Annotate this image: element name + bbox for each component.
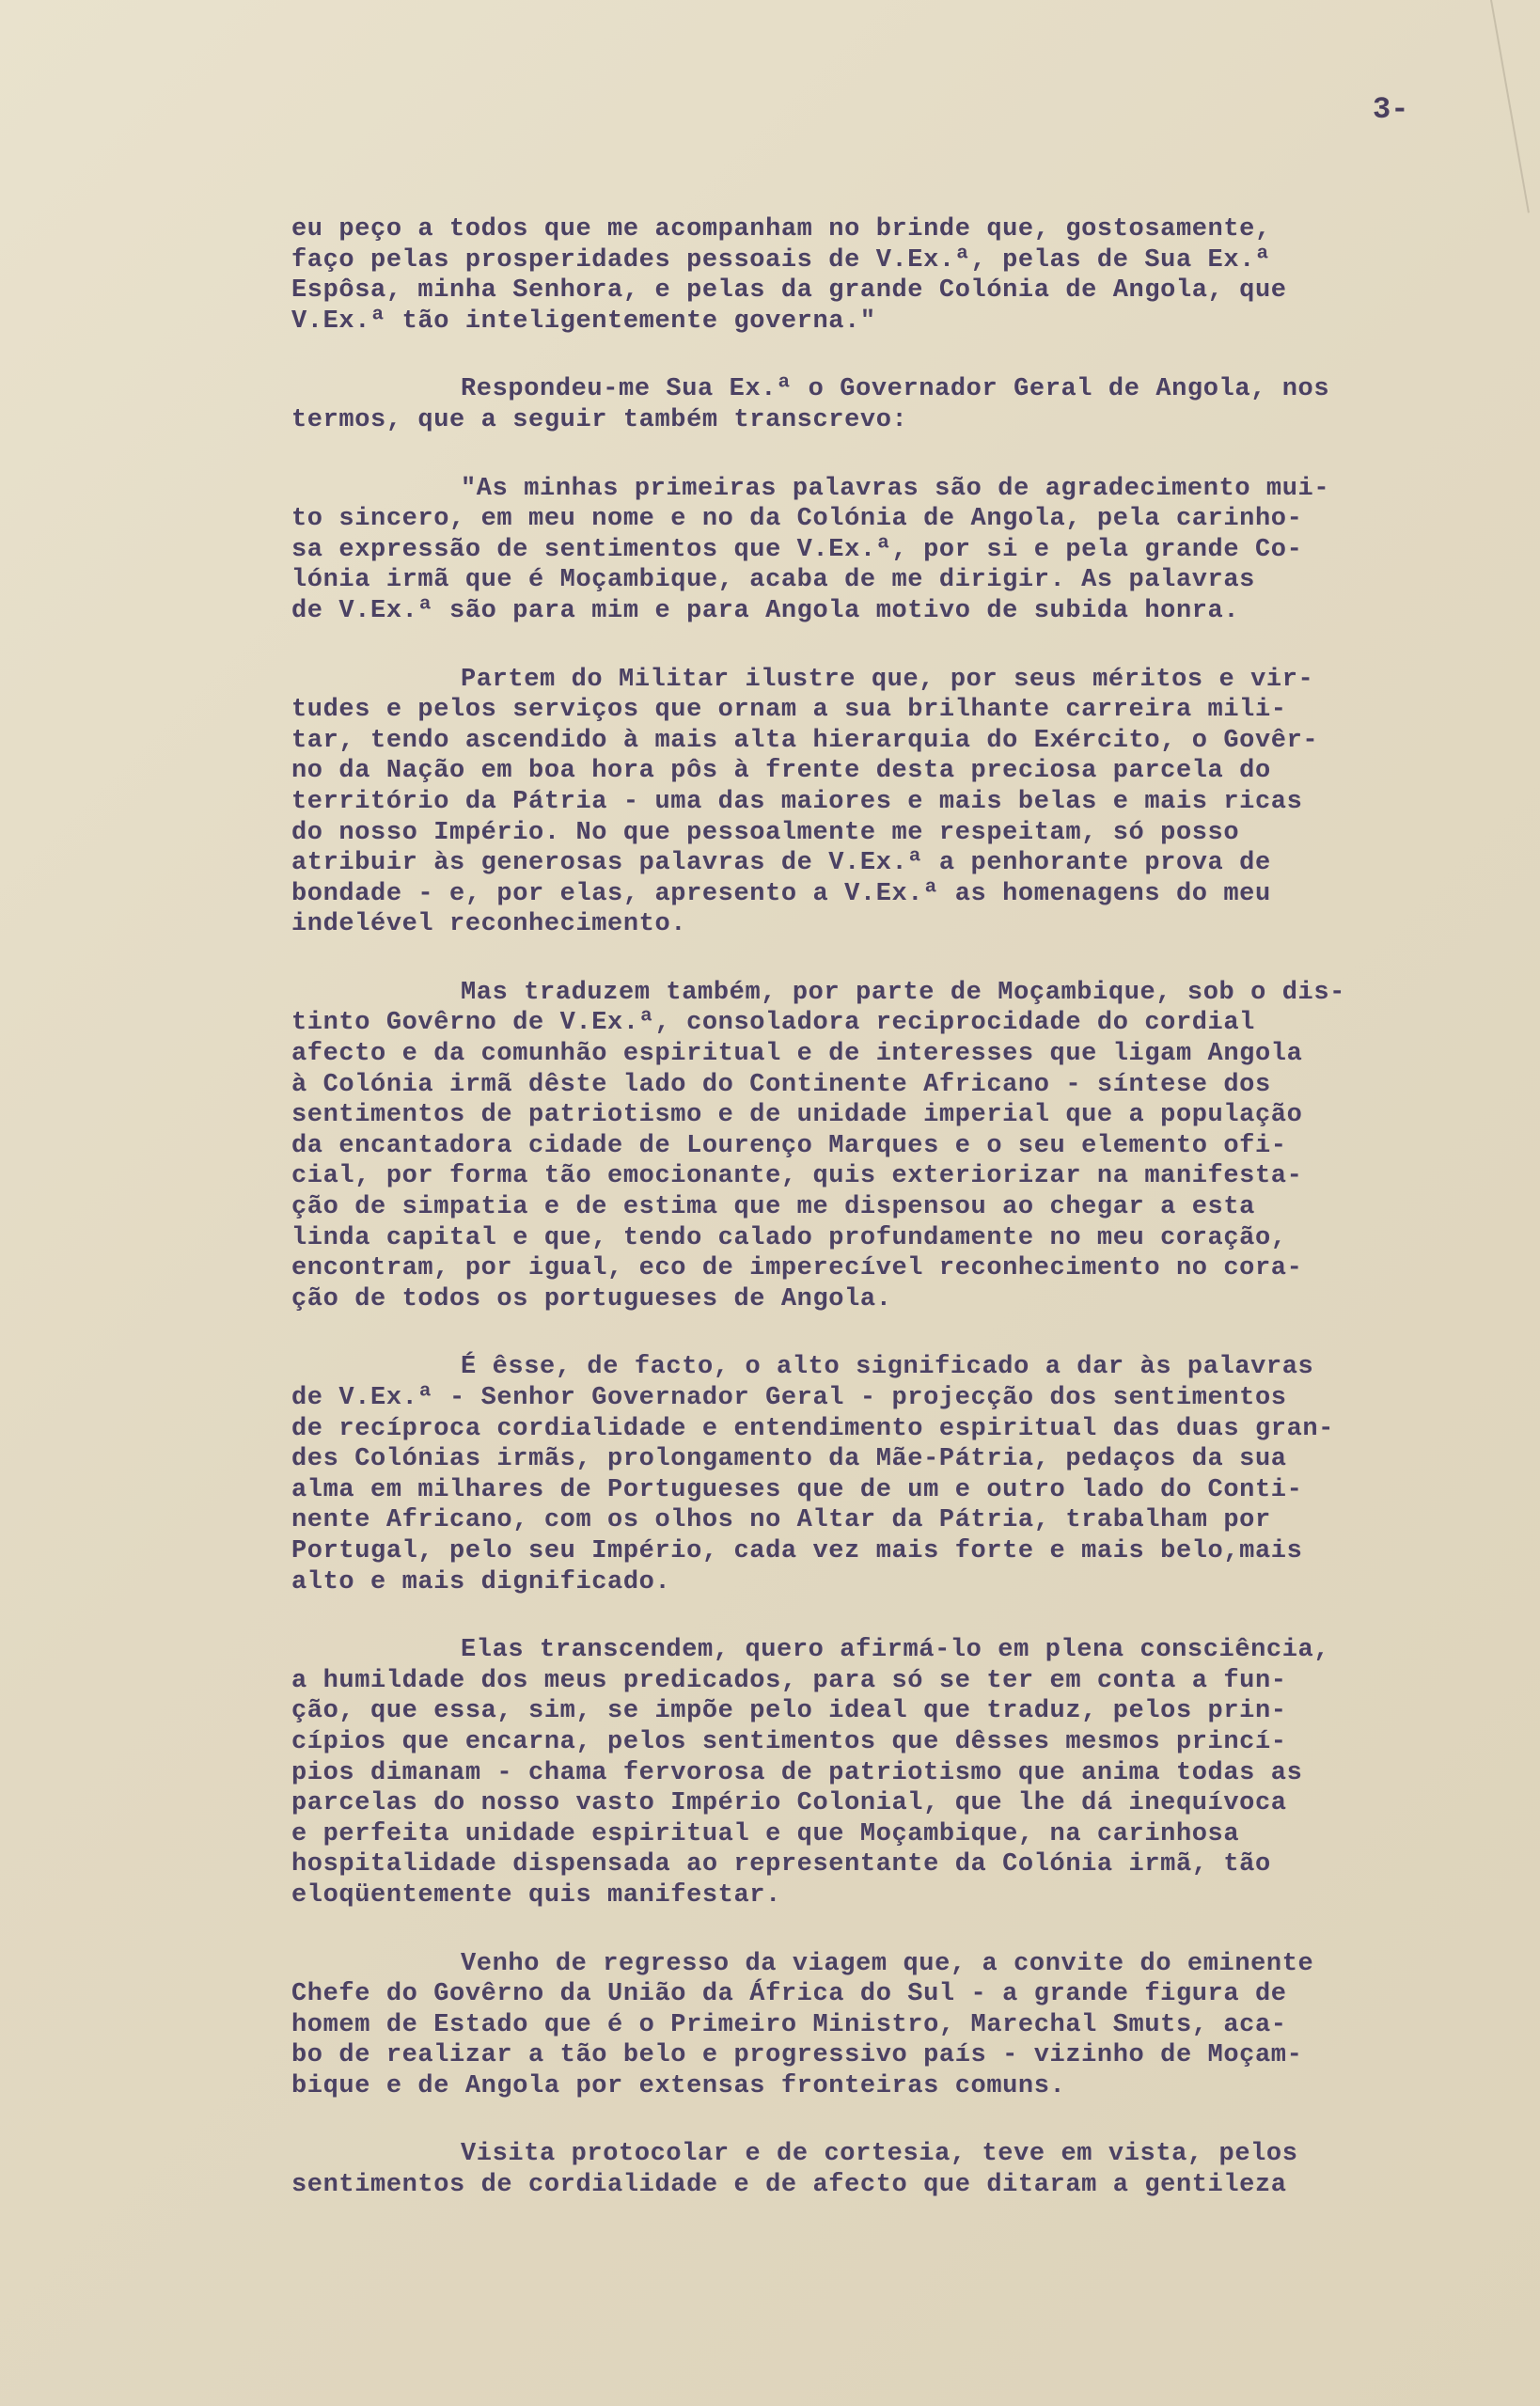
text-line: ção de todos os portugueses de Angola. [291, 1284, 892, 1313]
text-line: nente Africano, com os olhos no Altar da Pátria, trabalham por [291, 1506, 1271, 1535]
text-line: a humildade dos meus predicados, para só se ter em conta a fun- [291, 1666, 1287, 1695]
text-line: alma em milhares de Portugueses que de um e outro lado do Conti- [291, 1475, 1303, 1504]
text-line: Venho de regresso da viagem que, a convite do eminente [461, 1949, 1314, 1978]
text-line: Partem do Militar ilustre que, por seus méritos e vir- [461, 665, 1314, 694]
text-line: tinto Govêrno de V.Ex.ª, consoladora reciprocidade do cordial [291, 1009, 1255, 1038]
paragraph [291, 665, 1495, 940]
text-line: termos, que a seguir também transcrevo: [291, 405, 908, 434]
text-line: do nosso Império. No que pessoalmente me respeitam, só posso [291, 818, 1240, 847]
paragraph [291, 1352, 1495, 1597]
text-line: e perfeita unidade espiritual e que Moçambique, na carinhosa [291, 1819, 1240, 1848]
paragraph [291, 214, 1495, 337]
text-line: de V.Ex.ª são para mim e para Angola motivo de subida honra. [291, 596, 1240, 625]
paragraph [291, 1949, 1495, 2102]
text-line: Visita protocolar e de cortesia, teve em vista, pelos [461, 2140, 1298, 2169]
text-line: Respondeu-me Sua Ex.ª o Governador Geral de Angola, nos [461, 375, 1330, 404]
text-line: tudes e pelos serviços que ornam a sua brilhante carreira mili- [291, 696, 1287, 725]
text-line: bondade - e, por elas, apresento a V.Ex.ª as homenagens do meu [291, 879, 1271, 908]
text-line: encontram, por igual, eco de imperecível reconhecimento no cora- [291, 1254, 1303, 1283]
text-line: afecto e da comunhão espiritual e de interesses que ligam Angola [291, 1040, 1303, 1069]
text-line: "As minhas primeiras palavras são de agradecimento mui- [461, 474, 1330, 503]
page-number: 3- [1373, 92, 1409, 127]
text-line: alto e mais dignificado. [291, 1567, 671, 1596]
text-line: à Colónia irmã dêste lado do Continente Africano - síntese dos [291, 1070, 1271, 1099]
text-line: bique e de Angola por extensas fronteiras comuns. [291, 2071, 1066, 2100]
text-line: faço pelas prosperidades pessoais de V.Ex.ª, pelas de Sua Ex.ª [291, 245, 1271, 275]
text-line: linda capital e que, tendo calado profundamente no meu coração, [291, 1223, 1287, 1252]
text-line: ção, que essa, sim, se impõe pelo ideal que traduz, pelos prin- [291, 1697, 1287, 1726]
text-line: homem de Estado que é o Primeiro Ministro, Marechal Smuts, aca- [291, 2010, 1287, 2039]
letter-body [291, 214, 1495, 2239]
text-line: eu peço a todos que me acompanham no brinde que, gostosamente, [291, 215, 1271, 244]
text-line: Mas traduzem também, por parte de Moçambique, sob o dis- [461, 978, 1345, 1007]
text-line: V.Ex.ª tão inteligentemente governa." [291, 307, 876, 336]
text-line: É êsse, de facto, o alto significado a dar às palavras [461, 1353, 1314, 1382]
text-line: Chefe do Govêrno da União da África do Sul - a grande figura de [291, 1980, 1287, 2009]
paper-fold-mark [1490, 0, 1530, 213]
text-line: território da Pátria - uma das maiores e mais belas e mais ricas [291, 787, 1303, 816]
text-line: cípios que encarna, pelos sentimentos que dêsses mesmos princí- [291, 1727, 1287, 1756]
text-line: da encantadora cidade de Lourenço Marques e o seu elemento ofi- [291, 1131, 1287, 1160]
paragraph [291, 374, 1495, 435]
text-line: lónia irmã que é Moçambique, acaba de me dirigir. As palavras [291, 566, 1255, 595]
text-line: ção de simpatia e de estima que me dispensou ao chegar a esta [291, 1193, 1255, 1222]
paragraph [291, 474, 1495, 627]
text-line: Portugal, pelo seu Império, cada vez mais forte e mais belo,mais [291, 1536, 1303, 1565]
text-line: sentimentos de patriotismo e de unidade imperial que a população [291, 1101, 1303, 1130]
text-line: hospitalidade dispensada ao representante da Colónia irmã, tão [291, 1850, 1271, 1879]
text-line: eloqüentemente quis manifestar. [291, 1880, 781, 1910]
text-line: cial, por forma tão emocionante, quis exteriorizar na manifesta- [291, 1162, 1303, 1191]
text-line: de recíproca cordialidade e entendimento espiritual das duas gran- [291, 1414, 1334, 1443]
text-line: Elas transcendem, quero afirmá-lo em plena consciência, [461, 1636, 1330, 1665]
text-line: de V.Ex.ª - Senhor Governador Geral - projecção dos sentimentos [291, 1384, 1287, 1412]
text-line: des Colónias irmãs, prolongamento da Mãe-Pátria, pedaços da sua [291, 1445, 1287, 1474]
paragraph [291, 978, 1495, 1315]
text-line: tar, tendo ascendido à mais alta hierarquia do Exército, o Govêr- [291, 726, 1319, 755]
text-line: pios dimanam - chama fervorosa de patriotismo que anima todas as [291, 1758, 1303, 1787]
text-line: indelével reconhecimento. [291, 910, 687, 939]
text-line: parcelas do nosso vasto Império Colonial, que lhe dá inequívoca [291, 1789, 1287, 1818]
paragraph [291, 2139, 1495, 2200]
text-line: no da Nação em boa hora pôs à frente desta preciosa parcela do [291, 757, 1271, 786]
text-line: atribuir às generosas palavras de V.Ex.ª a penhorante prova de [291, 849, 1271, 878]
text-line: sa expressão de sentimentos que V.Ex.ª, por si e pela grande Co- [291, 535, 1303, 564]
text-line: to sincero, em meu nome e no da Colónia de Angola, pela carinho- [291, 505, 1303, 534]
text-line: bo de realizar a tão belo e progressivo país - vizinho de Moçam- [291, 2041, 1303, 2070]
text-line: Espôsa, minha Senhora, e pelas da grande Colónia de Angola, que [291, 276, 1287, 306]
paragraph [291, 1635, 1495, 1911]
text-line: sentimentos de cordialidade e de afecto que ditaram a gentileza [291, 2171, 1287, 2200]
